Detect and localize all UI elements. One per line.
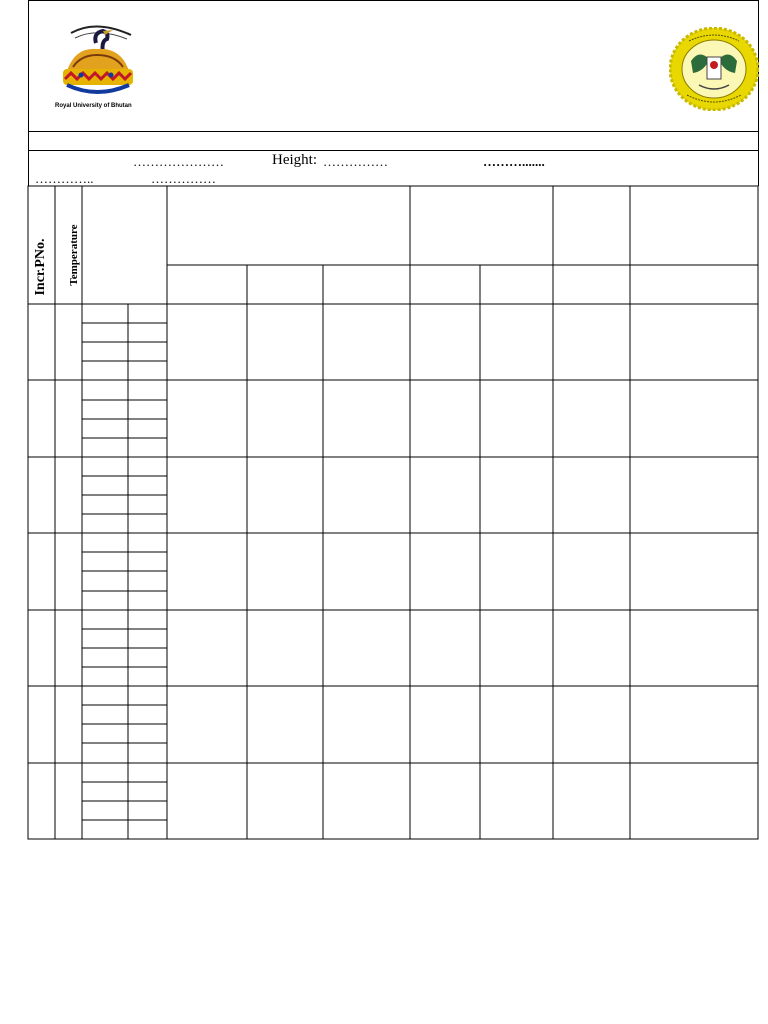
height-label: Height: bbox=[272, 152, 317, 168]
field-1-dots: ………………… bbox=[133, 154, 224, 169]
field-5-dots: …………… bbox=[151, 171, 216, 186]
temperature-header: Temperature bbox=[68, 224, 80, 286]
field-4-dots: ………….. bbox=[35, 171, 94, 186]
height-dots: …………… bbox=[323, 154, 388, 169]
field-3-dots: ………....... bbox=[483, 154, 545, 169]
royal-university-caption: Royal University of Bhutan bbox=[55, 103, 132, 109]
incr-pno-header: Incr.PNo. bbox=[33, 238, 48, 296]
